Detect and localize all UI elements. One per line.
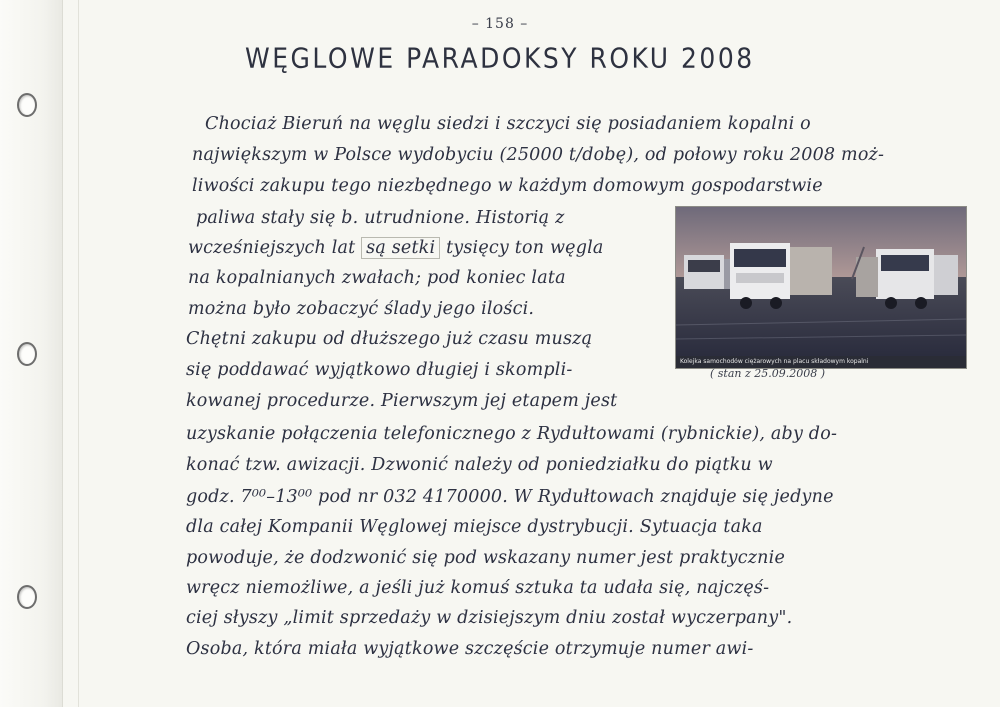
- margin-line: [78, 0, 79, 707]
- boxed-annotation: są setki: [361, 237, 440, 259]
- text-line-2: największym w Polsce wydobyciu (25000 t/dobę), od połowy roku 2008 moż-: [192, 145, 885, 165]
- text-line-11: uzyskanie połączenia telefonicznego z Rydułtowami (rybnickie), aby do-: [186, 424, 838, 444]
- text-line-17: ciej słyszy „limit sprzedaży w dzisiejszym dniu został wyczerpany".: [186, 608, 793, 628]
- trucks-photo-image: [676, 207, 966, 368]
- text-line-12: konać tzw. awizacji. Dzwonić należy od poniedziałku do piątku w: [186, 455, 773, 475]
- text-line-18: Osoba, która miała wyjątkowe szczęście otrzymuje numer awi-: [186, 639, 754, 659]
- text-fragment: wcześniejszych lat: [188, 238, 356, 258]
- trucks-photo: [675, 206, 967, 369]
- text-line-10: kowanej procedurze. Pierwszym jej etapem jest: [186, 391, 618, 411]
- photo-date-note: ( stan z 25.09.2008 ): [710, 367, 826, 380]
- text-line-8: Chętni zakupu od dłuższego już czasu muszą: [186, 329, 593, 349]
- text-line-5: [188, 236, 604, 260]
- page-number: – 158 –: [471, 16, 529, 32]
- text-line-16: wręcz niemożliwe, a jeśli już komuś sztuka ta udała się, najczęś-: [186, 578, 770, 598]
- page-title: WĘGLOWE PARADOKSY ROKU 2008: [245, 42, 755, 74]
- punch-hole-icon: [17, 93, 37, 117]
- text-line-14: dla całej Kompanii Węglowej miejsce dystrybucji. Sytuacja taka: [186, 517, 763, 537]
- text-line-6: na kopalnianych zwałach; pod koniec lata: [188, 268, 566, 288]
- text-line-4: paliwa stały się b. utrudnione. Historią z: [196, 208, 565, 228]
- text-line-13: godz. 7⁰⁰–13⁰⁰ pod nr 032 4170000. W Rydułtowach znajduje się jedyne: [186, 487, 834, 507]
- text-fragment: tysięcy ton węgla: [446, 238, 604, 258]
- text-line-15: powoduje, że dodzwonić się pod wskazany numer jest praktycznie: [186, 548, 786, 568]
- text-line-9: się poddawać wyjątkowo długiej i skompli-: [186, 360, 573, 380]
- text-line-1: Chociaż Bieruń na węglu siedzi i szczyci się posiadaniem kopalni o: [205, 114, 811, 134]
- text-line-3: liwości zakupu tego niezbędnego w każdym domowym gospodarstwie: [192, 176, 823, 196]
- punch-hole-icon: [17, 585, 37, 609]
- photo-caption-strip: Kolejka samochodów ciężarowych na placu składowym kopalni: [676, 356, 967, 368]
- text-line-7: można było zobaczyć ślady jego ilości.: [188, 299, 535, 319]
- punch-hole-icon: [17, 342, 37, 366]
